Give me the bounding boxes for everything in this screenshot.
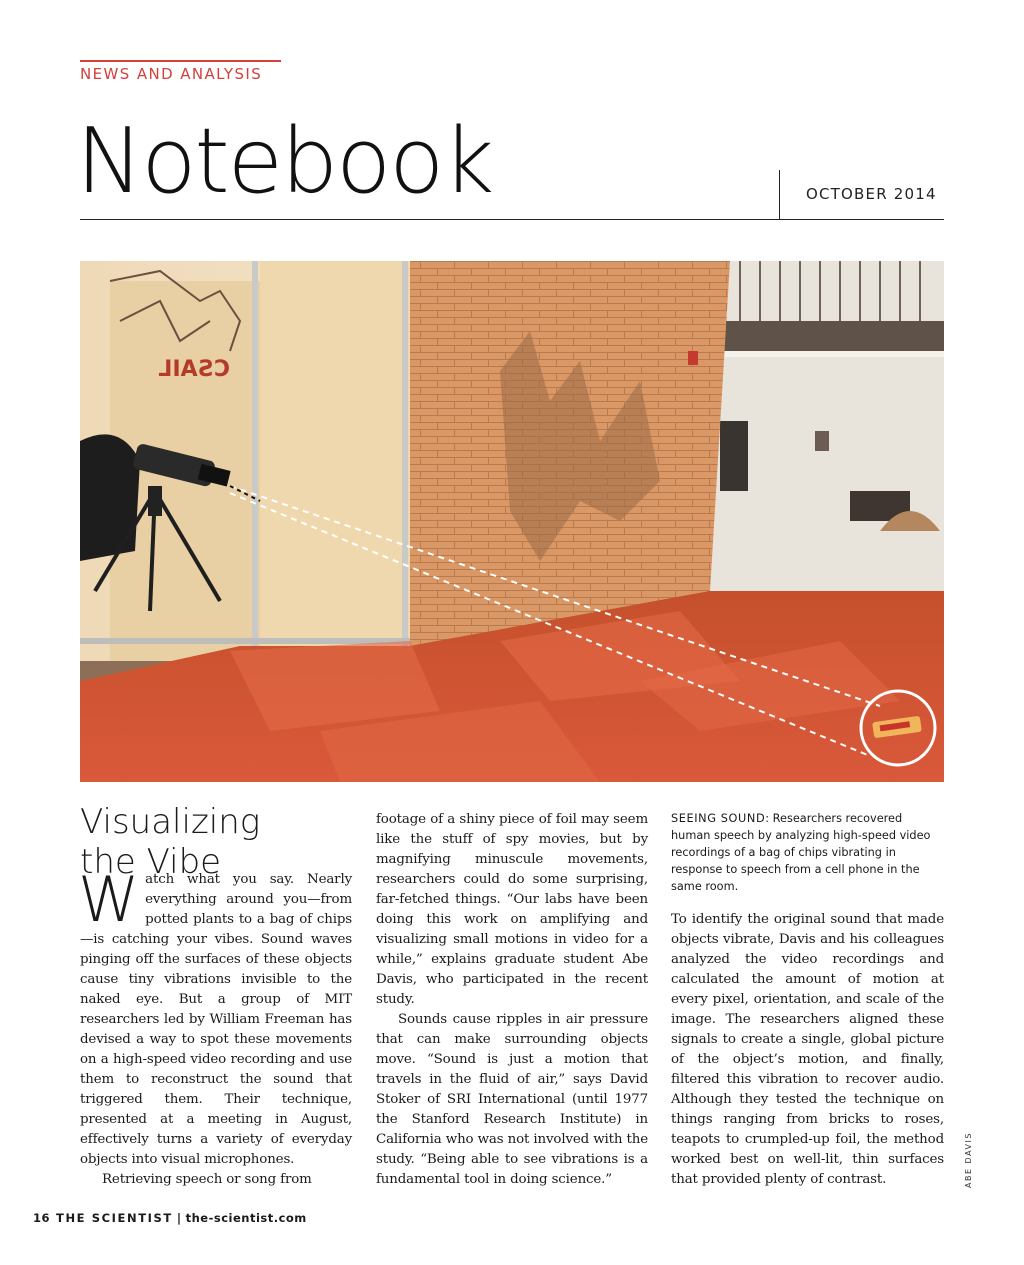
article-column-1 <box>78 863 352 1190</box>
feature-photo <box>80 261 944 782</box>
magazine-name: THE SCIENTIST <box>56 1211 173 1225</box>
page-number: 16 <box>33 1211 51 1225</box>
footer-separator: | <box>176 1211 182 1225</box>
section-label: NEWS AND ANALYSIS <box>80 65 263 83</box>
article-paragraph: footage of a shiny piece of foil may seem like the stuff of spy movies, but by magnifying minuscule movements, researchers could do some surprising, far-fetched things. “Our labs have been doing this work on amplifying and visualizing small motions in video for a while,” explains graduate student Abe Davis, who participated in the recent study. <box>376 812 648 1007</box>
page-title: Notebook <box>76 109 493 214</box>
title-rule <box>80 219 944 220</box>
article-paragraph: Watch what you say. Nearly everything around you—from potted plants to a bag of chips—is catching your vibes. Sound waves pinging off the surfaces of these objects cause tiny vibrations invisible to the naked eye. But a group of MIT researchers led by William Freeman has devised a way to spot these movements on a high-speed video recording and use them to reconstruct the sound that triggered them. Their technique, presented at a meeting in August, effectively turns a variety of everyday objects into visual microphones. <box>78 863 352 1167</box>
photo-credit: ABE DAVIS <box>964 1132 973 1188</box>
article-column-2 <box>376 810 648 1190</box>
website-link[interactable]: the-scientist.com <box>185 1211 307 1225</box>
svg-text:CSAIL: CSAIL <box>158 357 230 382</box>
article-paragraph: Sounds cause ripples in air pressure that can make surrounding objects move. “Sound is just a motion that travels in the fluid of air,” says David Stoker of SRI International (until 1977 the Stanford Research Institute) in California who was not involved with the study. “Being able to see vibrations is a fundamental tool in doing science.” <box>376 1012 648 1187</box>
drop-cap: W <box>78 863 140 936</box>
photo-caption <box>671 810 943 895</box>
caption-text: : Researchers recovered human speech by analyzing high-speed video recordings of a bag of chips vibrating in response to speech from a cell phone in the same room. <box>671 812 931 893</box>
title-divider <box>779 170 780 219</box>
article-paragraph: To identify the original sound that made objects vibrate, Davis and his colleagues analyzed the video recordings and calculated the amount of motion at every pixel, orientation, and scale of the image. The researchers aligned these signals to create a single, global picture of the object’s motion, and finally, filtered this vibration to recover audio. Although they tested the technique on things ranging from bricks to roses, teapots to crumpled-up foil, the method worked best on well-lit, thin surfaces that provided plenty of contrast. <box>671 912 944 1187</box>
page-footer <box>33 1211 307 1225</box>
article-paragraph: Retrieving speech or song from <box>102 1172 312 1187</box>
article-column-3 <box>671 910 944 1190</box>
issue-date: OCTOBER 2014 <box>806 185 937 203</box>
article-headline: Visualizing the Vibe <box>80 802 261 882</box>
caption-label: SEEING SOUND <box>671 812 766 825</box>
section-rule <box>80 60 281 62</box>
